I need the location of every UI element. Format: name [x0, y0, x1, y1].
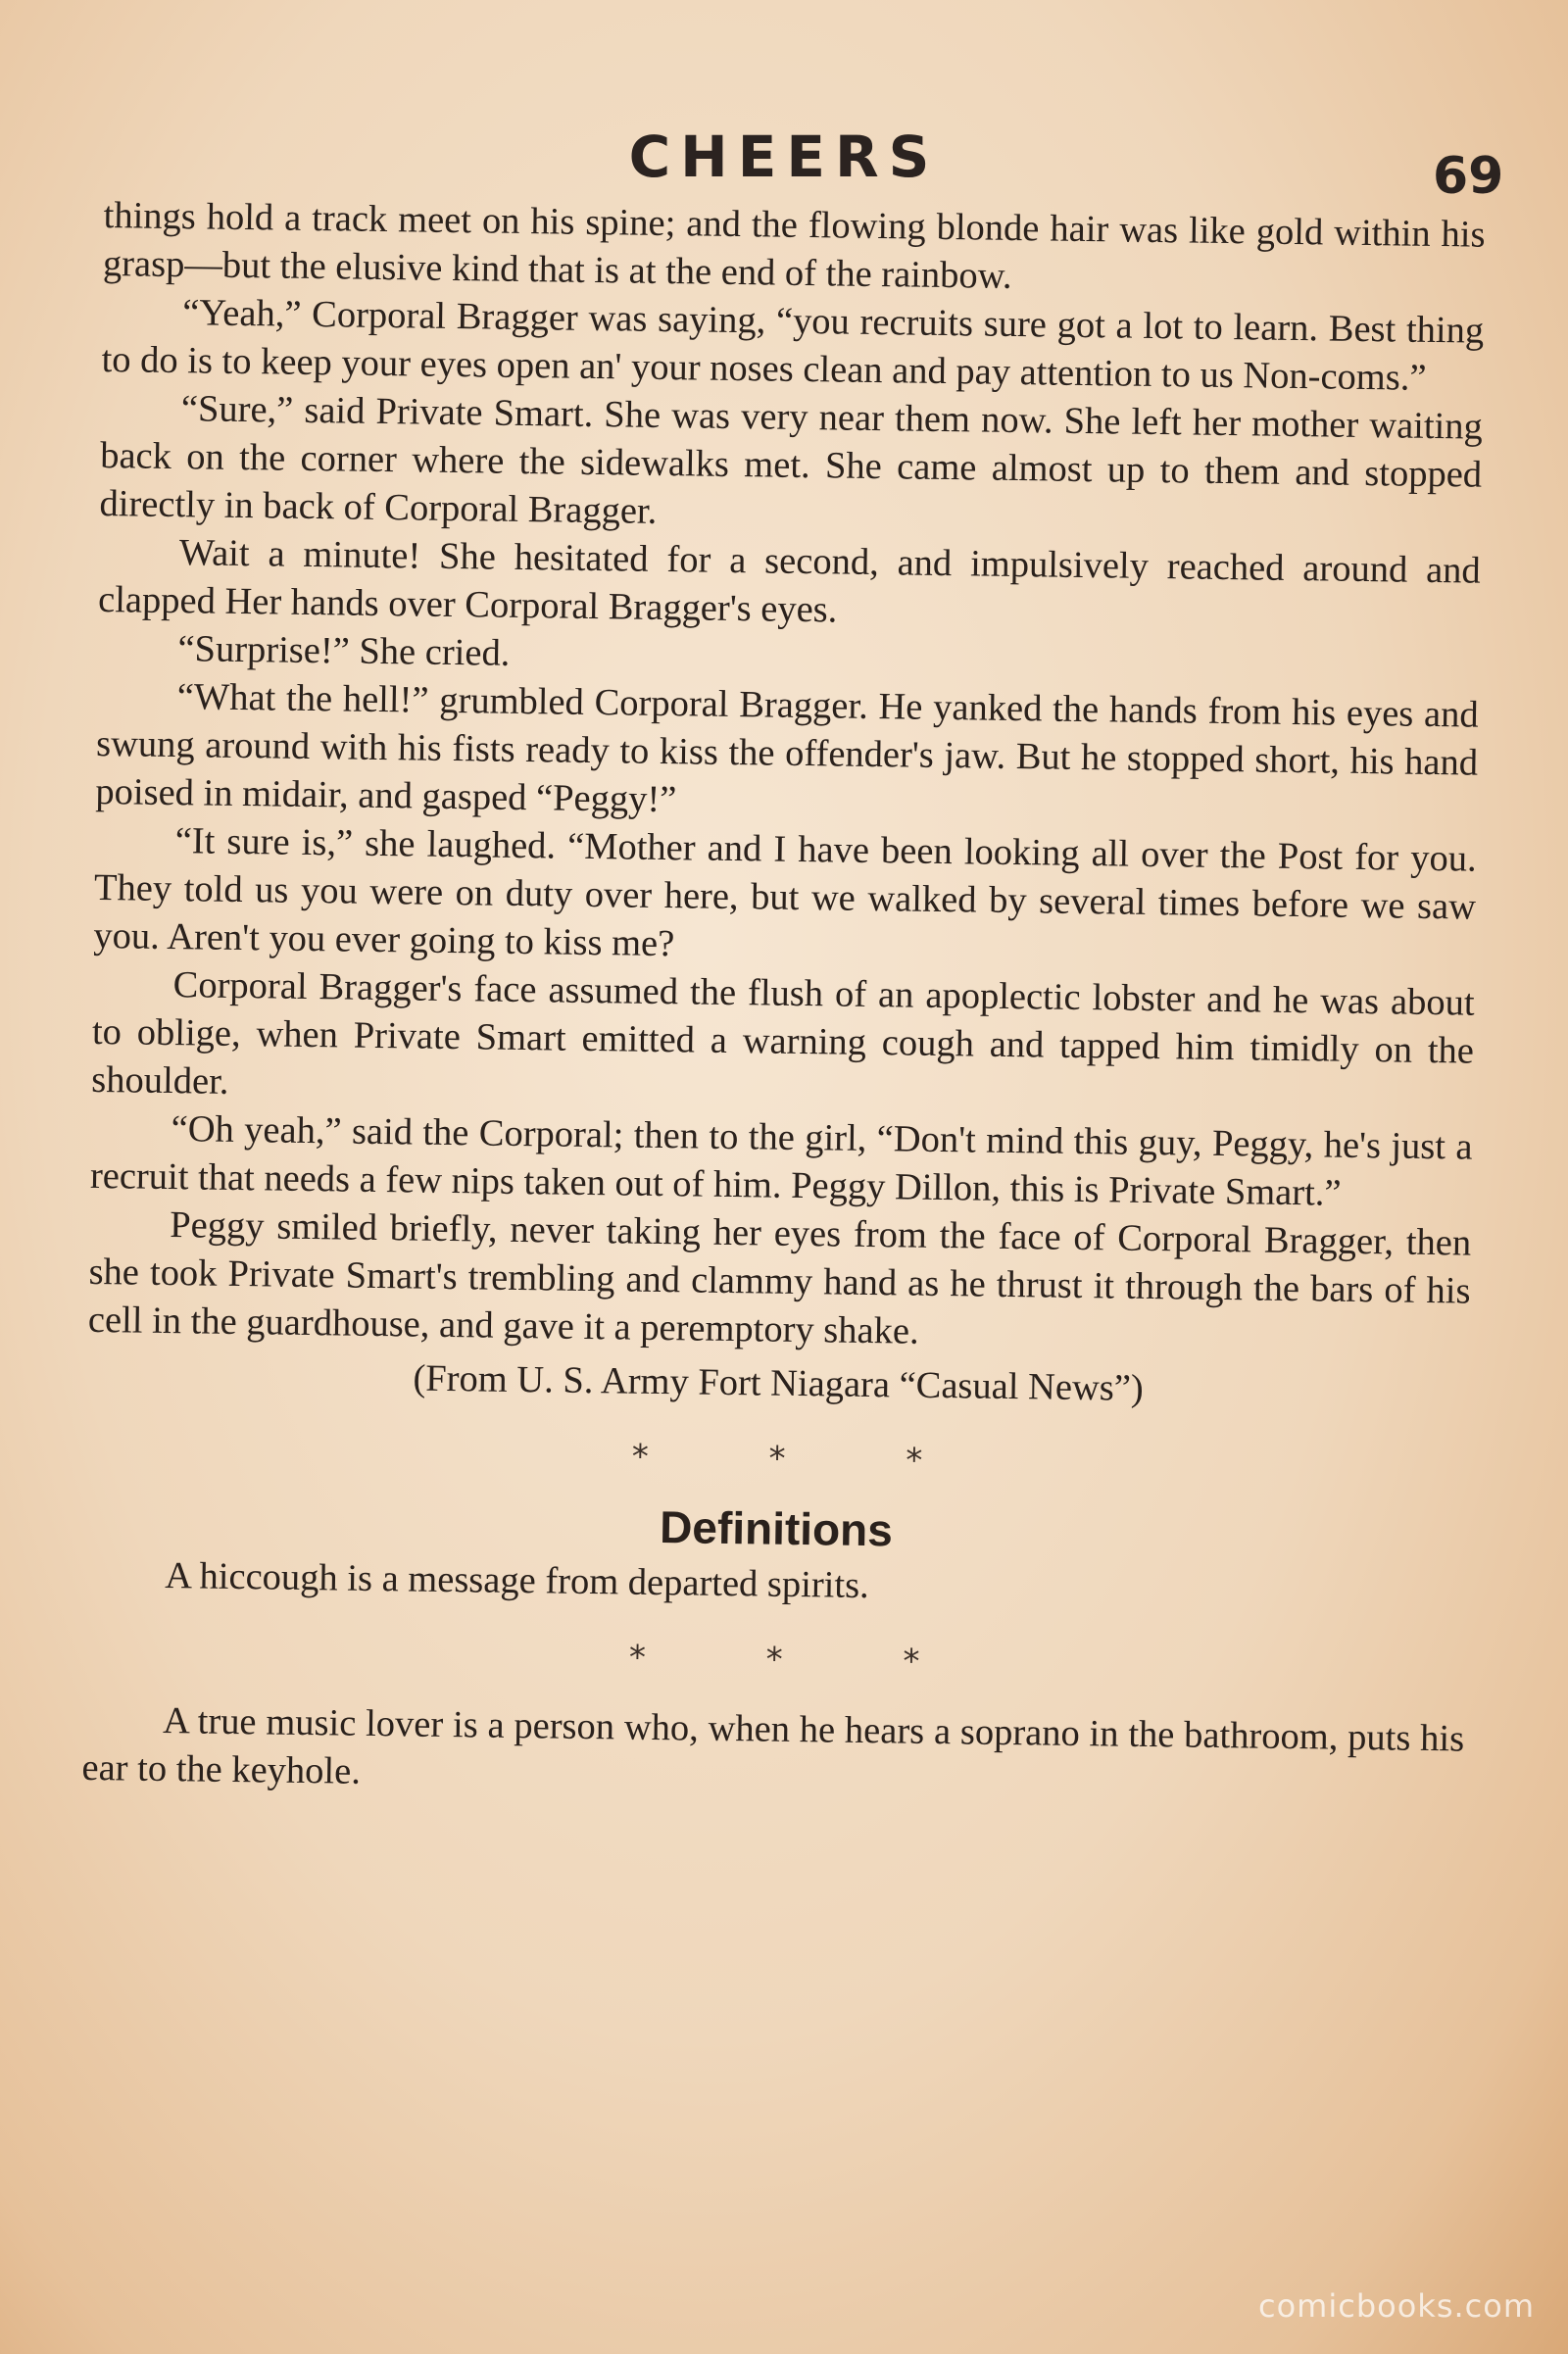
paragraph: “Sure,” said Private Smart. She was very near them now. She left her mother waiting back on the corner where the sidewalks met. She came almost up to them and stopped directly in back of Corporal Bragger.: [99, 388, 1484, 532]
section-heading: Definitions: [659, 1501, 894, 1556]
story-text: [81, 192, 1486, 1812]
paragraph: “What the hell!” grumbled Corporal Bragger. He yanked the hands from his eyes and swung around with his fists ready to kiss the offender's jaw. But he stopped short, his hand poised in midair, and gasped “Peggy!”: [95, 676, 1479, 821]
joke: A hiccough is a message from departed spirits.: [164, 1555, 870, 1607]
paragraph: Wait a minute! She hesitated for a second, and impulsively reached around and clapped Her hands over Corporal Bragger's eyes.: [97, 532, 1482, 631]
joke: A true music lover is a person who, when he hears a soprano in the bathroom, puts his ear to the keyhole.: [81, 1699, 1465, 1792]
watermark: comicbooks.com: [1257, 2287, 1535, 2325]
section-separator: * * *: [628, 1638, 975, 1683]
page-number: 69: [1433, 147, 1504, 206]
paragraph: “Surprise!” She cried.: [177, 628, 511, 674]
running-head: CHEERS: [628, 123, 940, 190]
paragraph: Peggy smiled briefly, never taking her eyes from the face of Corporal Bragger, then she took Private Smart's trembling and clammy hand as he thrust it through the bars of his cell in the guardhouse, and gave it a peremptory shake.: [87, 1204, 1472, 1352]
paragraph: “It sure is,” she laughed. “Mother and I have been looking all over the Post for you. They told us you were on duty over here, but we walked by several times before we saw you. Aren't you ever going to kiss me?: [93, 820, 1477, 965]
paragraph: Corporal Bragger's face assumed the flush of an apoplectic lobster and he was about to oblige, when Private Smart emitted a warning cough and tapped him timidly on the shoulder.: [91, 964, 1475, 1103]
section-separator: * * *: [631, 1437, 978, 1482]
source-credit: (From U. S. Army Fort Niagara “Casual News”): [413, 1357, 1144, 1409]
paragraph: “Oh yeah,” said the Corporal; then to the girl, “Don't mind this guy, Peggy, he's just a recruit that needs a few nips taken out of him. Peggy Dillon, this is Private Smart.”: [89, 1108, 1473, 1214]
paragraph: “Yeah,” Corporal Bragger was saying, “you recruits sure got a lot to learn. Best thing to do is to keep your eyes open an' your noses clean and pay attention to us Non-coms.”: [101, 292, 1485, 399]
paragraph: things hold a track meet on his spine; and the flowing blonde hair was like gold within his grasp—but the elusive kind that is at the end of the rainbow.: [102, 194, 1486, 297]
